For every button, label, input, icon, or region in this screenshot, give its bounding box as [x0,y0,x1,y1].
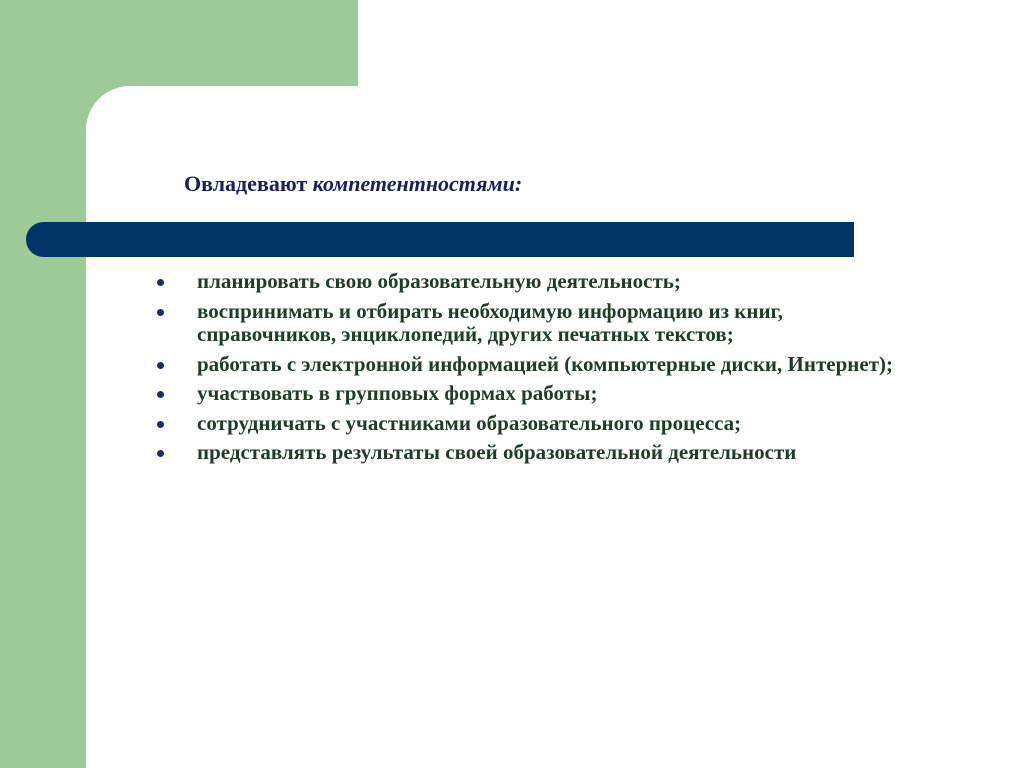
list-item [155,382,915,406]
list-item-text: представлять результаты своей образовательной деятельности [197,440,797,464]
bullet-icon [157,421,164,428]
title-prefix: Овладевают [184,171,313,196]
bullet-icon [157,279,164,286]
list-item [155,412,915,436]
list-item-text: работать с электронной информацией (компьютерные диски, Интернет); [197,351,894,376]
list-item [155,353,915,377]
title-underline-bar [26,222,854,257]
title-emphasis: компетентностями: [312,171,523,196]
list-item [155,300,915,347]
white-panel-top [358,0,1024,90]
list-item [155,441,915,465]
list-item [155,270,915,294]
list-item-text: планировать свою образовательную деятельность; [197,269,681,293]
bullet-icon [157,391,164,398]
list-item-text: воспринимать и отбирать необходимую информацию из книг, справочников, энциклопедий, других печатных текстов; [197,298,783,346]
list-item-text: участвовать в групповых формах работы; [197,381,598,405]
bullet-list [155,270,915,471]
bullet-icon [157,450,164,457]
slide-title [184,171,522,197]
list-item-text: сотрудничать с участниками образовательного процесса; [197,410,742,435]
bullet-icon [157,309,164,316]
bullet-icon [157,362,164,369]
